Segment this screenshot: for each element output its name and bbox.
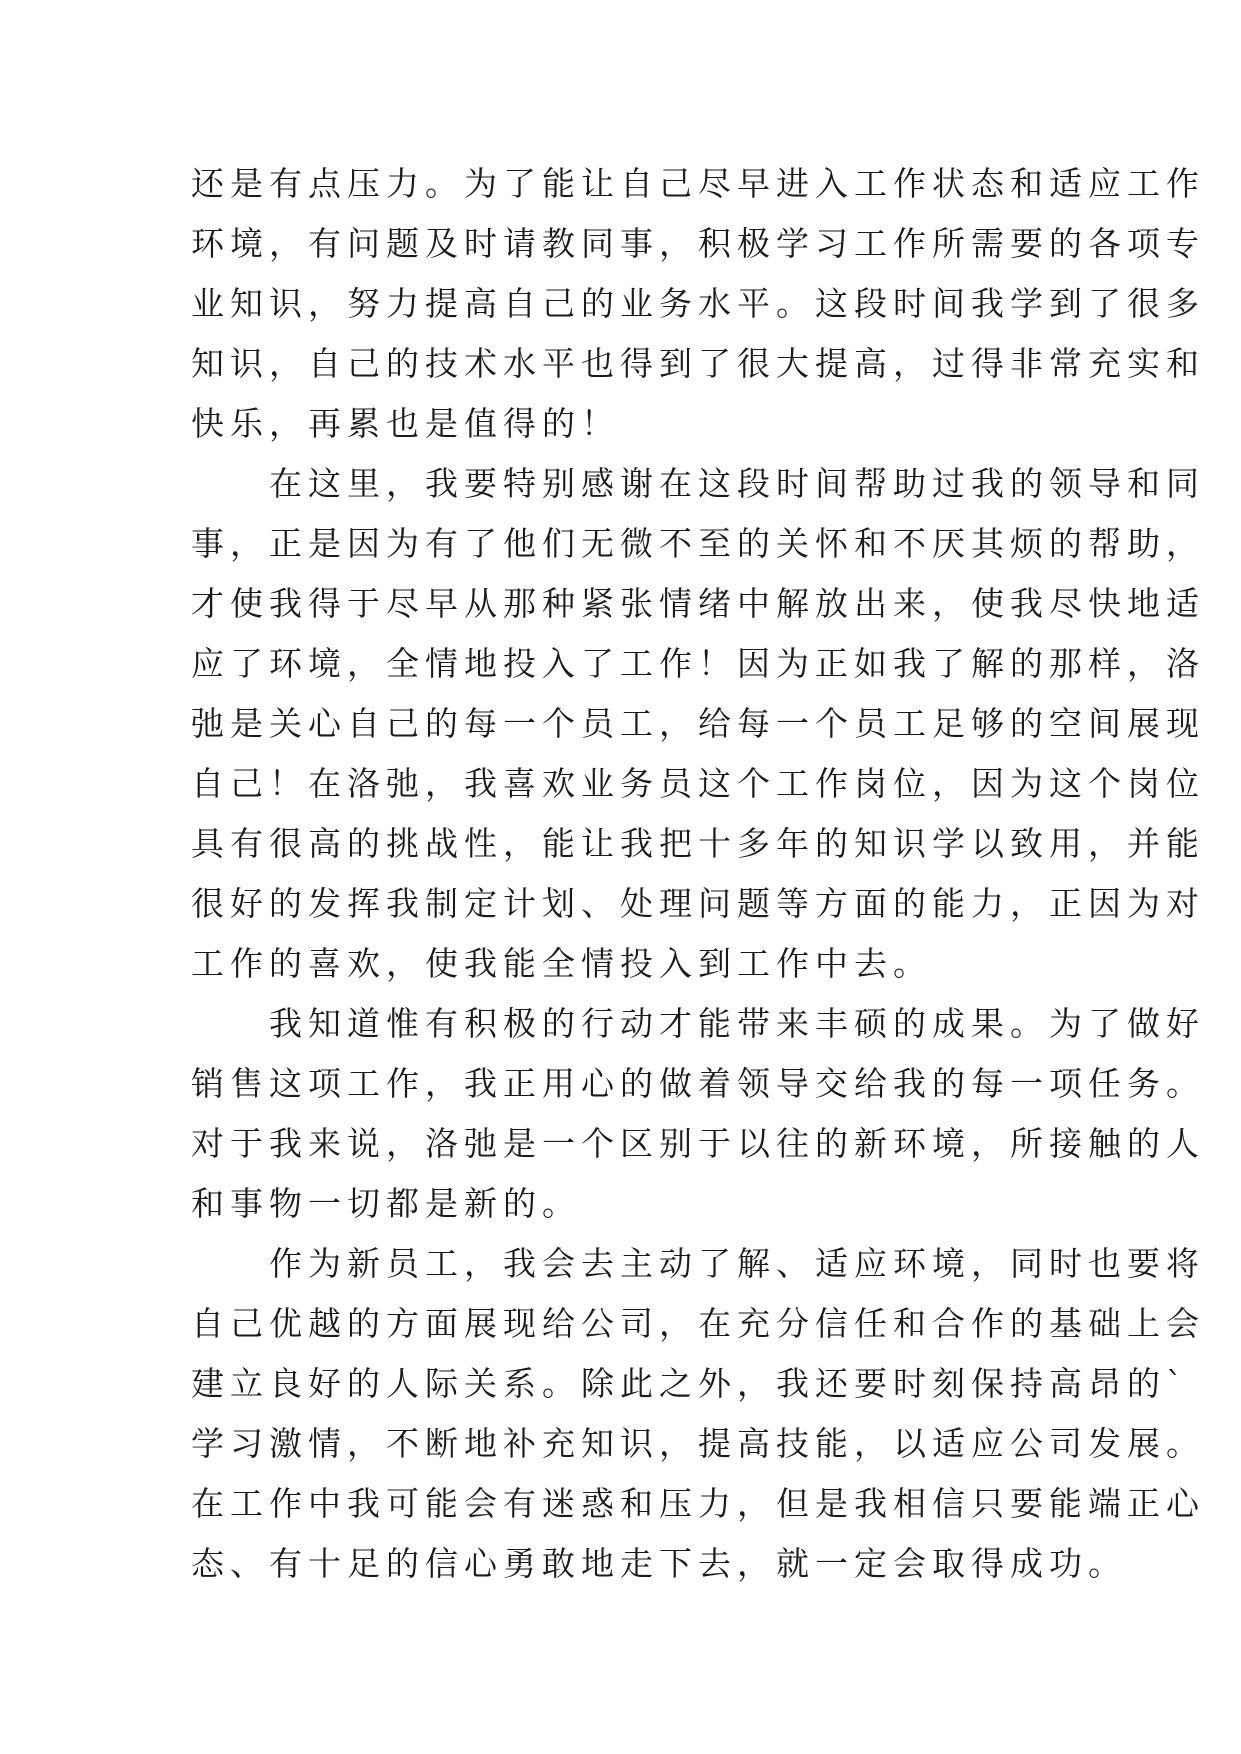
text-line-22: 学习激情，不断地补充知识，提高技能，以适应公司发展。 [191, 1424, 1205, 1463]
text-line-23: 在工作中我可能会有迷惑和压力，但是我相信只要能端正心 [191, 1484, 1205, 1523]
text-line-3: 业知识，努力提高自己的业务水平。这段时间我学到了很多 [191, 284, 1205, 323]
text-line-9: 应了环境，全情地投入了工作！因为正如我了解的那样，洛 [191, 644, 1205, 683]
text-line-5: 快乐，再累也是值得的！ [191, 404, 620, 443]
text-line-14: 工作的喜欢，使我能全情投入到工作中去。 [191, 944, 932, 983]
text-line-7: 事，正是因为有了他们无微不至的关怀和不厌其烦的帮助， [191, 524, 1205, 563]
text-line-21: 建立良好的人际关系。除此之外，我还要时刻保持高昂的` [191, 1364, 1189, 1403]
text-line-12: 具有很高的挑战性，能让我把十多年的知识学以致用，并能 [191, 824, 1205, 863]
text-line-1: 还是有点压力。为了能让自己尽早进入工作状态和适应工作 [191, 164, 1205, 203]
text-line-18: 和事物一切都是新的。 [191, 1184, 581, 1223]
text-line-6: 在这里，我要特别感谢在这段时间帮助过我的领导和同 [191, 464, 1205, 503]
text-line-8: 才使我得于尽早从那种紧张情绪中解放出来，使我尽快地适 [191, 584, 1205, 623]
text-line-19: 作为新员工，我会去主动了解、适应环境，同时也要将 [191, 1244, 1205, 1283]
text-line-16: 销售这项工作，我正用心的做着领导交给我的每一项任务。 [191, 1064, 1205, 1103]
text-line-4: 知识，自己的技术水平也得到了很大提高，过得非常充实和 [191, 344, 1205, 383]
text-line-13: 很好的发挥我制定计划、处理问题等方面的能力，正因为对 [191, 884, 1205, 923]
text-line-15: 我知道惟有积极的行动才能带来丰硕的成果。为了做好 [191, 1004, 1205, 1043]
text-line-2: 环境，有问题及时请教同事，积极学习工作所需要的各项专 [191, 224, 1205, 263]
text-line-20: 自己优越的方面展现给公司，在充分信任和合作的基础上会 [191, 1304, 1205, 1343]
text-line-11: 自己！在洛弛，我喜欢业务员这个工作岗位，因为这个岗位 [191, 764, 1205, 803]
text-line-10: 弛是关心自己的每一个员工，给每一个员工足够的空间展现 [191, 704, 1205, 743]
text-line-24: 态、有十足的信心勇敢地走下去，就一定会取得成功。 [191, 1544, 1127, 1583]
body-text [191, 154, 1205, 1594]
text-line-17: 对于我来说，洛弛是一个区别于以往的新环境，所接触的人 [191, 1124, 1205, 1163]
